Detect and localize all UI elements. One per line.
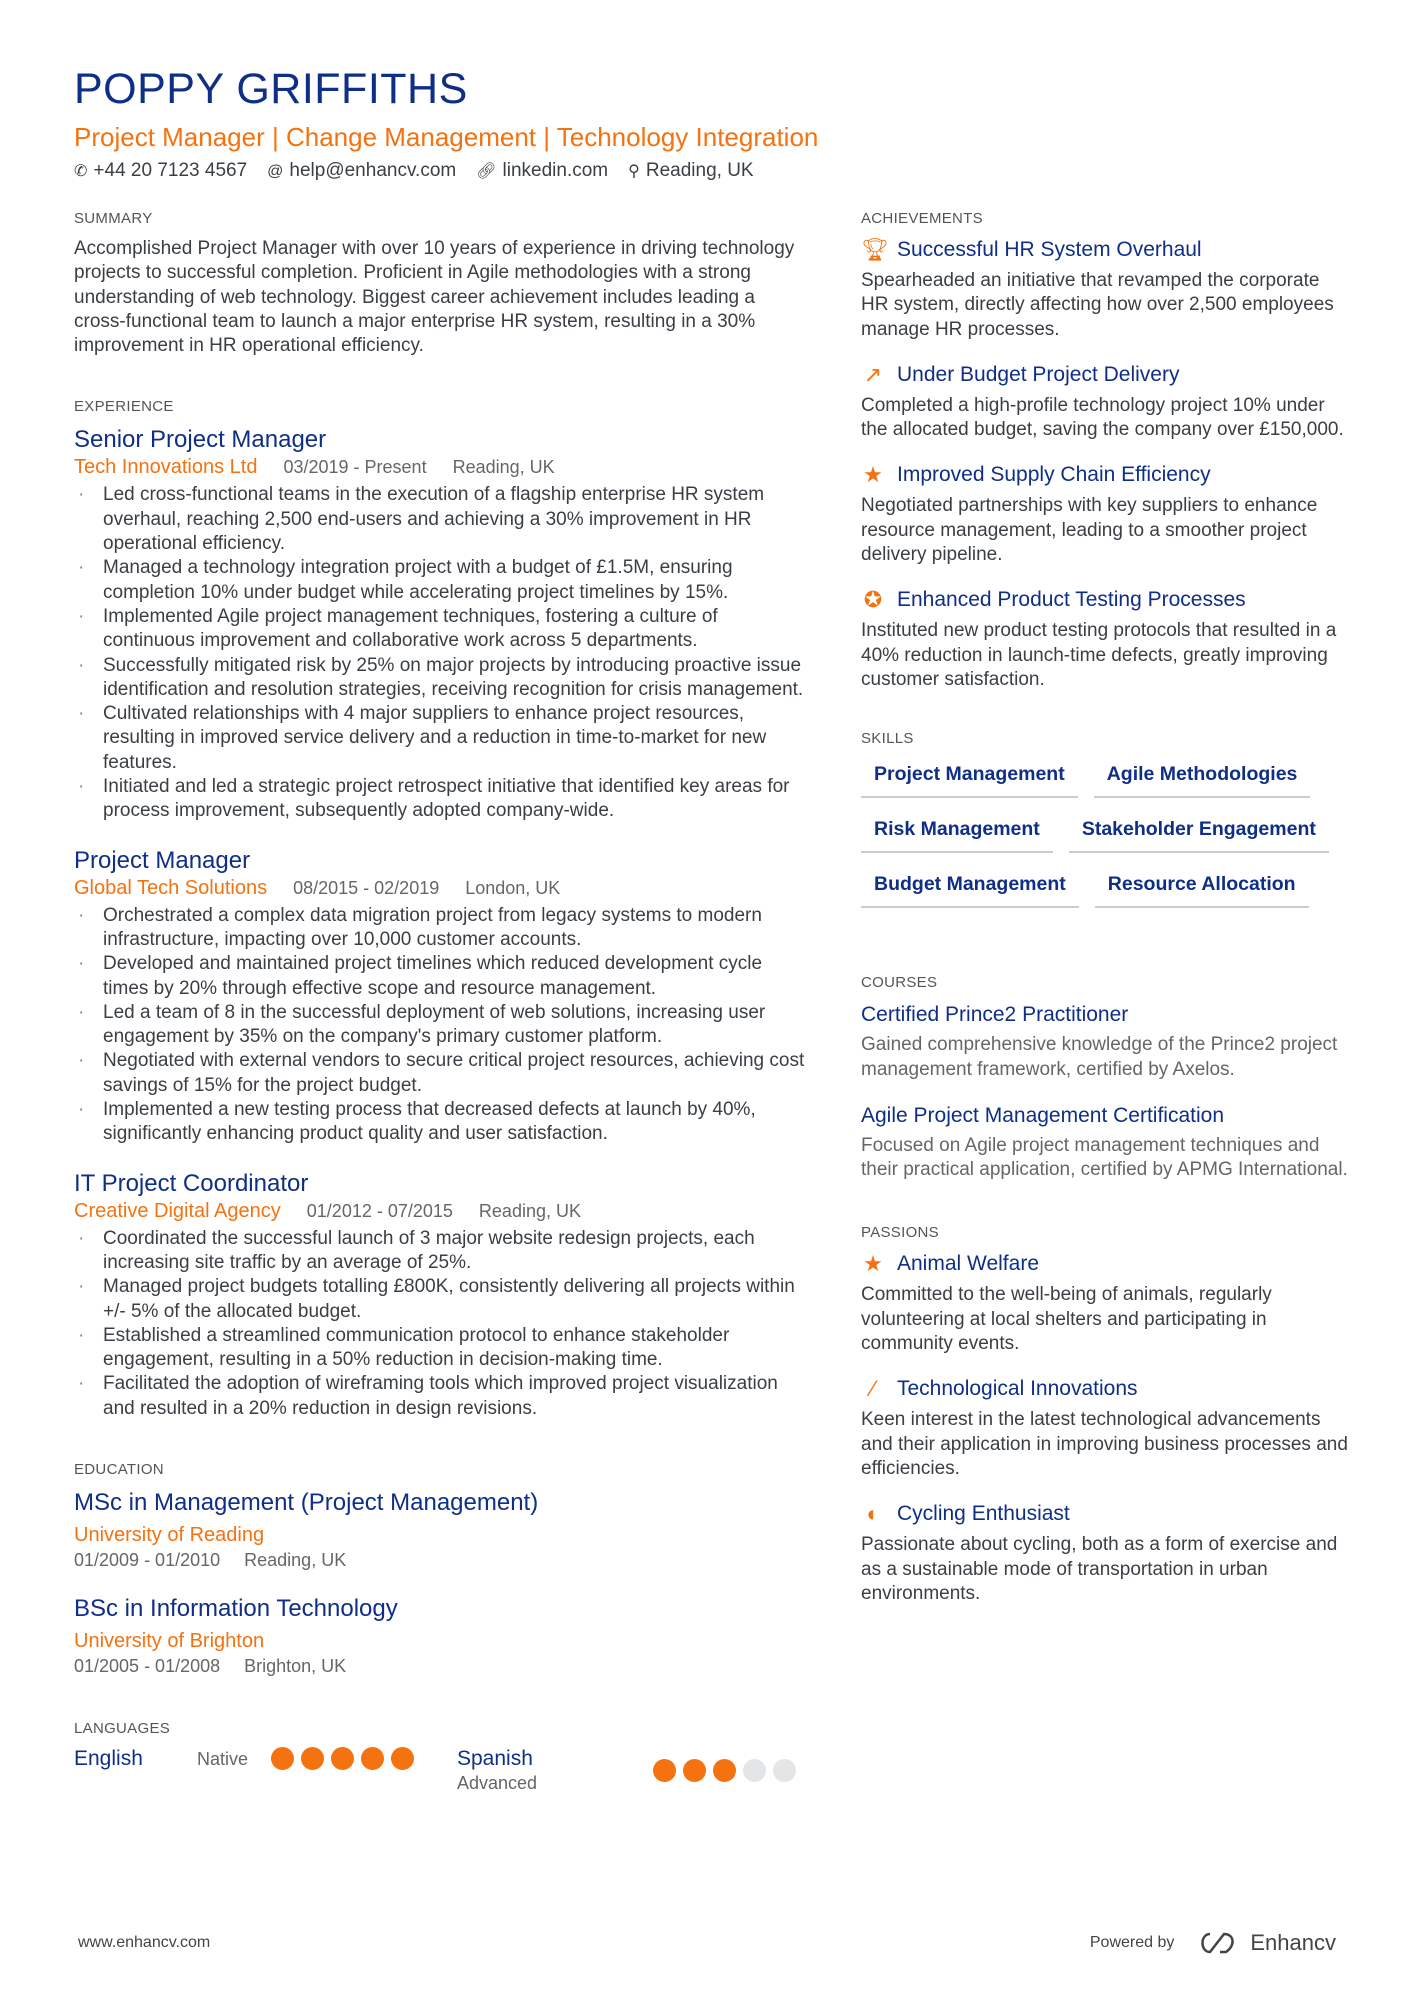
education-entry	[74, 1488, 809, 1572]
course-description: Focused on Agile project management techniques and their practical application, certified by APMG International.	[861, 1134, 1348, 1181]
achievements-title: Improved Supply Chain Efficiency	[897, 463, 1211, 487]
skill-tag: Risk Management	[861, 812, 1053, 853]
enhancv-logo	[1196, 1930, 1336, 1956]
bullet-item: · Orchestrated a complex data migration project from legacy systems to modern infrastructure, impacting over 10,000 customer accounts.	[74, 904, 809, 953]
enhancv-logo-icon	[1196, 1931, 1240, 1955]
at-icon: @	[267, 163, 284, 180]
email-text: help@enhancv.com	[289, 160, 457, 181]
star-icon: ★	[863, 462, 883, 488]
section-heading-education: EDUCATION	[74, 1460, 164, 1478]
school-name: University of Brighton	[74, 1629, 265, 1652]
job-meta	[74, 876, 809, 900]
course-item	[861, 1001, 1351, 1082]
location-text: Reading, UK	[645, 160, 754, 181]
language-list	[74, 1747, 809, 1794]
bullet-item: · Established a streamlined communication protocol to enhance stakeholder engagement, resulting in a 50% reduction in decision-making time.	[74, 1324, 809, 1373]
passions-description: Keen interest in the latest technological advancements and their application in improving business processes and efficiencies.	[861, 1409, 1348, 1479]
education-meta	[74, 1548, 809, 1572]
skill-tag: Resource Allocation	[1095, 867, 1309, 908]
job-bullets	[74, 483, 809, 823]
achievements-description: Completed a high-profile technology project 10% under the allocated budget, saving the company over £150,000.	[861, 394, 1344, 441]
candidate-name: POPPY GRIFFITHS	[74, 65, 468, 113]
job-title: IT Project Coordinator	[74, 1169, 309, 1197]
job-meta	[74, 455, 809, 479]
course-description: Gained comprehensive knowledge of the Prince2 project management framework, certified by Axelos.	[861, 1034, 1338, 1080]
job-dates: 01/2012 - 07/2015	[306, 1200, 453, 1221]
passions-title: Animal Welfare	[897, 1252, 1039, 1276]
achievements-description: Instituted new product testing protocols that resulted in a 40% reduction in launch-time defects, greatly improving customer satisfaction.	[861, 620, 1337, 690]
section-heading-languages: LANGUAGES	[74, 1719, 171, 1737]
rating-dot	[301, 1747, 324, 1770]
achievements-header	[861, 462, 1351, 488]
company-name: Creative Digital Agency	[74, 1199, 281, 1222]
section-heading-achievements: ACHIEVEMENTS	[861, 210, 983, 227]
achievements-item	[861, 587, 1351, 692]
bullet-item: · Successfully mitigated risk by 25% on major projects by introducing proactive issue identification and resolution strategies, receiving recognition for crisis management.	[74, 654, 809, 703]
bike-icon: ◐	[866, 1501, 880, 1527]
achievements-header	[861, 237, 1351, 263]
bullet-item: · Managed project budgets totalling £800K, consistently delivering all projects within +/- 5% of the allocated budget.	[74, 1275, 809, 1324]
job-location: London, UK	[465, 877, 561, 898]
passions-description: Passionate about cycling, both as a form of exercise and as a sustainable mode of transportation in urban environments.	[861, 1534, 1338, 1604]
job-meta	[74, 1199, 809, 1223]
achievements-item	[861, 462, 1351, 567]
bullet-item: · Developed and maintained project timelines which reduced development cycle times by 20% through effective scope and resource management.	[74, 952, 809, 1001]
link-icon: 🔗︎	[476, 163, 497, 180]
job-entry	[74, 1169, 809, 1421]
rating-dot	[653, 1759, 676, 1782]
education-dates: 01/2009 - 01/2010	[74, 1549, 221, 1570]
bullet-item: · Managed a technology integration project with a budget of £1.5M, ensuring completion 10% under budget while accelerating project timelines by 15%.	[74, 556, 809, 605]
linkedin-text: linkedin.com	[502, 160, 609, 181]
achievements-header	[861, 587, 1351, 613]
job-dates: 03/2019 - Present	[283, 457, 427, 478]
rating-dot	[683, 1759, 706, 1782]
website-link[interactable]: www.enhancv.com	[78, 1934, 211, 1951]
skill-tag: Budget Management	[861, 867, 1079, 908]
section-heading-passions: PASSIONS	[861, 1224, 939, 1242]
passions-title: Cycling Enthusiast	[897, 1502, 1070, 1526]
achievements-title: Successful HR System Overhaul	[897, 238, 1202, 261]
achievements-header	[861, 362, 1351, 388]
achievements-description: Spearheaded an initiative that revamped the corporate HR system, directly affecting how over 2,500 employees manage HR processes.	[861, 270, 1334, 340]
achievement-list	[861, 237, 1351, 692]
job-title: Project Manager	[74, 846, 251, 874]
contact-email[interactable]	[267, 160, 456, 182]
right-column	[861, 210, 1351, 1626]
section-heading-courses: COURSES	[861, 974, 938, 992]
bullet-item: · Facilitated the adoption of wireframing tools which improved project visualization and resulted in a 20% reduction in design revisions.	[74, 1372, 809, 1421]
achievements-item	[861, 237, 1351, 342]
achievements-item	[861, 362, 1351, 443]
job-entry	[74, 425, 809, 823]
rating-dot	[773, 1759, 796, 1782]
passions-description: Committed to the well-being of animals, regularly volunteering at local shelters and participating in community events.	[861, 1284, 1272, 1355]
achievements-title: Enhanced Product Testing Processes	[897, 588, 1246, 612]
course-title: Agile Project Management Certification	[861, 1103, 1225, 1127]
bullet-item: · Implemented a new testing process that decreased defects at launch by 40%, significantly enhancing product quality and user satisfaction.	[74, 1098, 809, 1147]
contact-phone[interactable]	[74, 160, 247, 182]
education-location: Brighton, UK	[244, 1655, 347, 1676]
phone-text: +44 20 7123 4567	[93, 160, 248, 181]
magic-wand-icon: ⁄	[871, 1376, 875, 1402]
rating-dot	[331, 1747, 354, 1770]
passions-item	[861, 1376, 1351, 1481]
powered-by	[1090, 1930, 1336, 1956]
medal-icon: ✪	[863, 587, 883, 613]
job-dates: 08/2015 - 02/2019	[293, 877, 440, 898]
passions-item	[861, 1251, 1351, 1356]
contact-linkedin[interactable]	[476, 160, 608, 182]
language-name: Spanish	[457, 1746, 533, 1770]
skill-tag: Agile Methodologies	[1094, 757, 1311, 798]
rating-dot	[271, 1747, 294, 1770]
company-name: Tech Innovations Ltd	[74, 456, 258, 479]
passions-header	[861, 1251, 1351, 1277]
job-location: Reading, UK	[452, 457, 555, 478]
bullet-item: · Implemented Agile project management techniques, fostering a culture of continuous improvement and collaborative work across 5 departments.	[74, 605, 809, 654]
job-bullets	[74, 904, 809, 1147]
star-icon: ★	[863, 1251, 883, 1277]
language-level: Advanced	[457, 1772, 538, 1793]
rating-dot	[743, 1759, 766, 1782]
bullet-item: · Led cross-functional teams in the execution of a flagship enterprise HR system overhaul, reaching 2,500 end-users and achieving a 30% improvement in HR operational efficiency.	[74, 483, 809, 556]
education-entry	[74, 1594, 809, 1678]
skill-tag: Stakeholder Engagement	[1069, 812, 1329, 853]
passions-title: Technological Innovations	[897, 1377, 1138, 1401]
summary-text: Accomplished Project Manager with over 10 years of experience in driving technology projects to successful completion. Proficient in Agile methodologies with a strong understanding of web technology. Biggest career achievement includes leading a cross-functional team to launch a major enterprise HR system, resulting in a 30% improvement in HR operational efficiency.	[74, 238, 795, 357]
course-title: Certified Prince2 Practitioner	[861, 1003, 1129, 1027]
phone-icon: ✆	[74, 163, 88, 180]
candidate-title: Project Manager | Change Management | Technology Integration	[74, 122, 819, 152]
language-rating	[271, 1747, 457, 1775]
job-entry	[74, 846, 809, 1147]
location-icon: ⚲	[628, 163, 640, 180]
language-level: Native	[197, 1748, 249, 1769]
section-heading-summary: SUMMARY	[74, 210, 153, 227]
rating-dot	[391, 1747, 414, 1770]
passions-header	[861, 1501, 1351, 1527]
job-title: Senior Project Manager	[74, 426, 327, 454]
skill-list	[861, 757, 1351, 908]
section-heading-skills: SKILLS	[861, 730, 914, 748]
bullet-item: · Cultivated relationships with 4 major suppliers to enhance project resources, resulting in improved service delivery and a reduction in time-to-market for new features.	[74, 702, 809, 775]
degree-title: BSc in Information Technology	[74, 1594, 398, 1622]
rating-dot	[713, 1759, 736, 1782]
education-list	[74, 1488, 809, 1678]
rating-dot	[361, 1747, 384, 1770]
company-name: Global Tech Solutions	[74, 876, 268, 899]
passions-header	[861, 1376, 1351, 1402]
contact-list	[74, 160, 1334, 182]
contact-location	[628, 160, 753, 182]
brand-name: Enhancv	[1250, 1930, 1336, 1955]
bullet-item: · Negotiated with external vendors to secure critical project resources, achieving cost savings of 15% for the project budget.	[74, 1049, 809, 1098]
job-location: Reading, UK	[478, 1200, 581, 1221]
resume-header	[74, 62, 1334, 182]
strategy-icon: ↗	[863, 361, 883, 387]
course-item	[861, 1102, 1351, 1183]
course-list	[861, 1001, 1351, 1182]
experience-list	[74, 425, 809, 1421]
achievements-description: Negotiated partnerships with key suppliers to enhance resource management, leading to a smoother project delivery pipeline.	[861, 495, 1318, 566]
bullet-item: · Led a team of 8 in the successful deployment of web solutions, increasing user engagement by 35% on the company's primary customer platform.	[74, 1001, 809, 1050]
language-rating	[653, 1747, 803, 1787]
job-bullets	[74, 1227, 809, 1421]
education-dates: 01/2005 - 01/2008	[74, 1655, 221, 1676]
achievements-title: Under Budget Project Delivery	[897, 362, 1180, 386]
passions-item	[861, 1501, 1351, 1606]
footer	[78, 1930, 1336, 1956]
degree-title: MSc in Management (Project Management)	[74, 1488, 539, 1516]
left-column	[74, 210, 809, 1794]
passion-list	[861, 1251, 1351, 1606]
skill-tag: Project Management	[861, 757, 1078, 798]
powered-by-label: Powered by	[1089, 1934, 1175, 1951]
school-name: University of Reading	[74, 1523, 265, 1546]
language-name: English	[74, 1746, 143, 1770]
education-meta	[74, 1654, 809, 1678]
trophy-icon: 🏆︎	[861, 237, 889, 262]
section-heading-experience: EXPERIENCE	[74, 398, 174, 416]
bullet-item: · Initiated and led a strategic project retrospect initiative that identified key areas for process improvement, subsequently adopted company-wide.	[74, 775, 809, 824]
education-location: Reading, UK	[244, 1549, 347, 1570]
bullet-item: · Coordinated the successful launch of 3 major website redesign projects, each increasing site traffic by an average of 25%.	[74, 1227, 809, 1276]
